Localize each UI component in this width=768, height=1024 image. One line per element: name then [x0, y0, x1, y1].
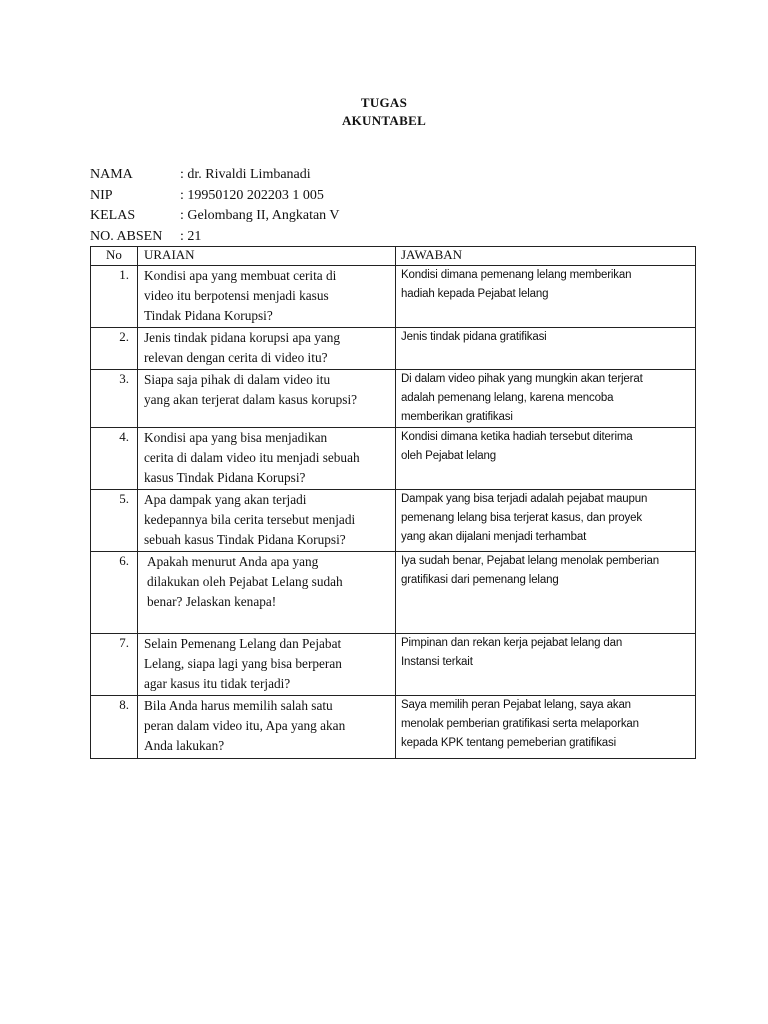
jawaban-line: Kondisi dimana ketika hadiah tersebut diterima: [401, 431, 633, 443]
identity-block: [90, 165, 340, 247]
uraian-cell: [138, 696, 396, 759]
jawaban-line: Jenis tindak pidana gratifikasi: [401, 331, 547, 343]
uraian-line: dilakukan oleh Pejabat Lelang sudah: [147, 574, 343, 590]
table-row: [91, 696, 696, 759]
uraian-line: sebuah kasus Tindak Pidana Korupsi?: [144, 532, 346, 548]
uraian-line: kasus Tindak Pidana Korupsi?: [144, 470, 306, 486]
identity-value: : dr. Rivaldi Limbanadi: [180, 167, 311, 182]
identity-label: NO. ABSEN: [90, 228, 163, 244]
jawaban-line: Saya memilih peran Pejabat lelang, saya akan: [401, 699, 631, 711]
uraian-line: Bila Anda harus memilih salah satu: [144, 698, 333, 713]
jawaban-line: Instansi terkait: [401, 656, 473, 668]
row-number: 1.: [91, 266, 138, 328]
identity-row-nip: [90, 186, 340, 207]
identity-label: NAMA: [90, 167, 133, 182]
identity-row-kelas: [90, 206, 340, 227]
uraian-line: Apa dampak yang akan terjadi: [144, 492, 307, 507]
uraian-cell: [138, 552, 396, 634]
uraian-line: kedepannya bila cerita tersebut menjadi: [144, 512, 356, 528]
table-row: [91, 552, 696, 634]
row-number: 6.: [91, 552, 138, 634]
row-number: 3.: [91, 370, 138, 428]
jawaban-cell: [396, 696, 696, 759]
uraian-cell: [138, 370, 396, 428]
jawaban-line: kepada KPK tentang pemeberian gratifikasi: [401, 737, 617, 749]
header-jawaban: JAWABAN: [396, 247, 696, 266]
uraian-line: Anda lakukan?: [144, 738, 225, 754]
jawaban-line: adalah pemenang lelang, karena mencoba: [401, 392, 614, 404]
jawaban-line: gratifikasi dari pemenang lelang: [401, 574, 559, 586]
identity-row-absen: [90, 227, 340, 248]
uraian-cell: [138, 634, 396, 696]
uraian-cell: [138, 490, 396, 552]
jawaban-cell: [396, 490, 696, 552]
table-row: [91, 328, 696, 370]
jawaban-line: menolak pemberian gratifikasi serta melaporkan: [401, 718, 639, 730]
jawaban-cell: [396, 552, 696, 634]
uraian-line: agar kasus itu tidak terjadi?: [144, 676, 291, 692]
uraian-line: Apakah menurut Anda apa yang: [147, 554, 319, 569]
header-uraian: URAIAN: [138, 247, 396, 266]
header-no: No: [91, 247, 138, 266]
identity-label: NIP: [90, 187, 113, 203]
uraian-line: cerita di dalam video itu menjadi sebuah: [144, 450, 360, 466]
jawaban-line: hadiah kepada Pejabat lelang: [401, 288, 549, 300]
jawaban-cell: [396, 634, 696, 696]
question-table: [90, 246, 696, 759]
jawaban-line: Dampak yang bisa terjadi adalah pejabat maupun: [401, 493, 648, 505]
uraian-line: Kondisi apa yang bisa menjadikan: [144, 430, 328, 445]
uraian-line: peran dalam video itu, Apa yang akan: [144, 718, 346, 734]
table-row: [91, 634, 696, 696]
document-subtitle: AKUNTABEL: [341, 113, 427, 128]
uraian-line: yang akan terjerat dalam kasus korupsi?: [144, 392, 358, 408]
row-number: 7.: [91, 634, 138, 696]
uraian-line: Kondisi apa yang membuat cerita di: [144, 268, 337, 283]
table-row: [91, 266, 696, 328]
uraian-line: Jenis tindak pidana korupsi apa yang: [144, 330, 341, 345]
jawaban-line: memberikan gratifikasi: [401, 411, 513, 423]
table-row: [91, 370, 696, 428]
identity-value: : Gelombang II, Angkatan V: [180, 208, 340, 223]
uraian-line: Selain Pemenang Lelang dan Pejabat: [144, 636, 342, 651]
row-number: 2.: [91, 328, 138, 370]
table-row: [91, 428, 696, 490]
jawaban-cell: [396, 328, 696, 370]
uraian-cell: [138, 328, 396, 370]
uraian-cell: [138, 266, 396, 328]
jawaban-line: pemenang lelang bisa terjerat kasus, dan proyek: [401, 512, 642, 524]
jawaban-cell: [396, 370, 696, 428]
jawaban-line: Kondisi dimana pemenang lelang memberikan: [401, 269, 632, 281]
row-number: 4.: [91, 428, 138, 490]
jawaban-line: Pimpinan dan rekan kerja pejabat lelang dan: [401, 637, 623, 649]
table-header-row: [91, 247, 696, 266]
uraian-cell: [138, 428, 396, 490]
identity-label: KELAS: [90, 208, 136, 223]
row-number: 5.: [91, 490, 138, 552]
jawaban-line: yang akan dijalani menjadi terhambat: [401, 531, 587, 543]
uraian-line: Tindak Pidana Korupsi?: [144, 308, 273, 324]
uraian-line: Lelang, siapa lagi yang bisa berperan: [144, 656, 342, 672]
document-title: TUGAS: [360, 95, 408, 110]
identity-value: : 19950120 202203 1 005: [180, 187, 324, 203]
identity-row-nama: [90, 165, 340, 186]
uraian-line: relevan dengan cerita di video itu?: [144, 350, 328, 366]
jawaban-line: Iya sudah benar, Pejabat lelang menolak pemberian: [401, 555, 659, 567]
uraian-line: video itu berpotensi menjadi kasus: [144, 288, 329, 304]
jawaban-cell: [396, 428, 696, 490]
jawaban-line: Di dalam video pihak yang mungkin akan terjerat: [401, 373, 643, 385]
row-number: 8.: [91, 696, 138, 759]
jawaban-cell: [396, 266, 696, 328]
identity-value: : 21: [180, 228, 202, 244]
jawaban-line: oleh Pejabat lelang: [401, 450, 496, 462]
uraian-line: benar? Jelaskan kenapa!: [147, 594, 277, 610]
table-row: [91, 490, 696, 552]
uraian-line: Siapa saja pihak di dalam video itu: [144, 372, 331, 387]
